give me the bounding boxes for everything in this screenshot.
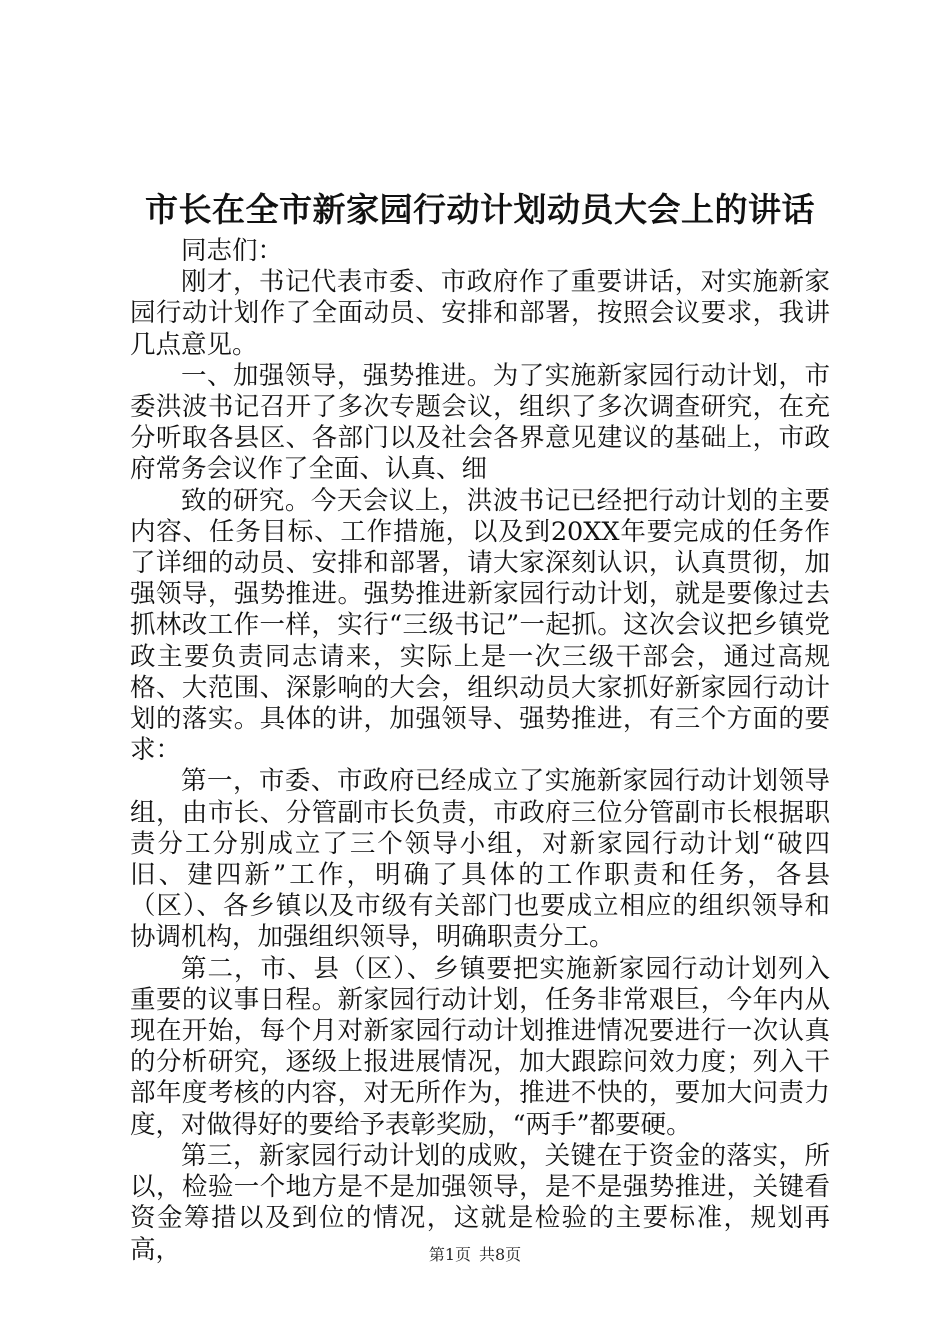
paragraph-first-point: 第一，市委、市政府已经成立了实施新家园行动计划领导组，由市长、分管副市长负责，市政府三位分管副市长根据职责分工分别成立了三个领导小组，对新家园行动计划“破四旧、建四新”工作，明确了具体的工作职责和任务，各县（区）、各乡镇以及市级有关部门也要成立相应的组织领导和协调机构，加强组织领导，明确职责分工。 <box>130 766 830 953</box>
document-body <box>130 236 830 1266</box>
page-footer <box>0 1244 950 1266</box>
paragraph-section-one-continued: 致的研究。今天会议上，洪波书记已经把行动计划的主要内容、任务目标、工作措施，以及到20XX年要完成的任务作了详细的动员、安排和部署，请大家深刻认识，认真贯彻，加强领导，强势推进。强势推进新家园行动计划，就是要像过去抓林改工作一样，实行“三级书记”一起抓。这次会议把乡镇党政主要负责同志请来，实际上是一次三级干部会，通过高规格、大范围、深影响的大会，组织动员大家抓好新家园行动计划的落实。具体的讲，加强领导、强势推进，有三个方面的要求： <box>130 485 830 766</box>
salutation: 同志们： <box>181 236 284 266</box>
page-number: 第1页 <box>428 1245 471 1264</box>
paragraph-third-point: 第三，新家园行动计划的成败，关键在于资金的落实，所以，检验一个地方是不是加强领导，是不是强势推进，关键看资金筹措以及到位的情况，这就是检验的主要标准，规划再高， <box>130 1140 830 1265</box>
paragraph-section-one: 一、加强领导，强势推进。为了实施新家园行动计划，市委洪波书记召开了多次专题会议，组织了多次调查研究，在充分听取各县区、各部门以及社会各界意见建议的基础上，市政府常务会议作了全面、认真、细 <box>130 360 830 485</box>
page-total: 共8页 <box>479 1245 522 1264</box>
paragraph-second-point: 第二，市、县（区）、乡镇要把实施新家园行动计划列入重要的议事日程。新家园行动计划，任务非常艰巨，今年内从现在开始，每个月对新家园行动计划推进情况要进行一次认真的分析研究，逐级上报进展情况，加大跟踪问效力度；列入干部年度考核的内容，对无所作为，推进不快的，要加大问责力度，对做得好的要给予表彰奖励，“两手”都要硬。 <box>130 953 830 1140</box>
paragraph-intro: 刚才，书记代表市委、市政府作了重要讲话，对实施新家园行动计划作了全面动员、安排和部署，按照会议要求，我讲几点意见。 <box>130 267 830 360</box>
document-title: 市长在全市新家园行动计划动员大会上的讲话 <box>145 190 815 229</box>
